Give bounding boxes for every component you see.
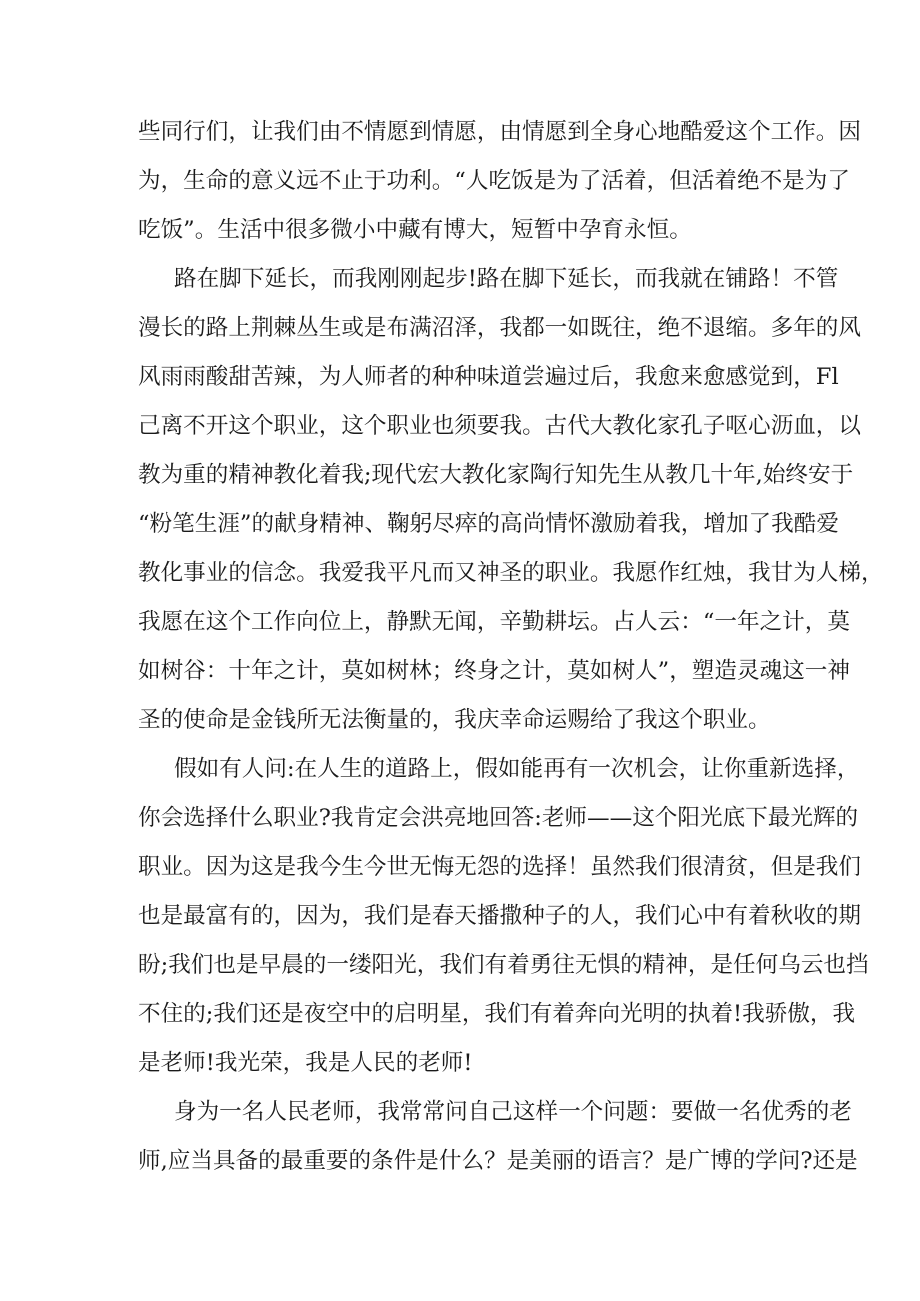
text-line: 为，生命的意义远不止于功利。“人吃饭是为了活着，但活着绝不是为了	[138, 168, 850, 194]
text-line: 也是最富有的，因为，我们是春天播撒种子的人，我们心中有着秋收的期	[138, 903, 861, 929]
text-line: 师,应当具备的最重要的条件是什么？是美丽的语言？是广博的学问?还是	[138, 1148, 858, 1174]
text-line: 不住的;我们还是夜空中的启明星，我们有着奔向光明的执着!我骄傲，我	[138, 1001, 856, 1027]
text-line: 职业。因为这是我今生今世无悔无怨的选择！虽然我们很清贫，但是我们	[138, 854, 861, 880]
text-line: 你会选择什么职业?我肯定会洪亮地回答:老师——这个阳光底下最光辉的	[138, 805, 859, 831]
text-line: 教化事业的信念。我爱我平凡而又神圣的职业。我愿作红烛，我甘为人梯，	[138, 560, 884, 586]
text-line: 漫长的路上荆棘丛生或是布满沼泽，我都一如既往，绝不退缩。多年的风	[138, 315, 861, 341]
text-line: 些同行们，让我们由不情愿到情愿，由情愿到全身心地酷爱这个工作。因	[138, 119, 861, 145]
text-line: 身为一名人民老师，我常常问自己这样一个问题：要做一名优秀的老	[174, 1099, 852, 1125]
text-line: “粉笔生涯”的献身精神、鞠躬尽瘁的高尚情怀激励着我，增加了我酷爱	[138, 511, 839, 537]
text-line: 风雨雨酸甜苦辣，为人师者的种种味道尝遍过后，我愈来愈感觉到，Fl	[138, 364, 839, 390]
text-line: 盼;我们也是早晨的一缕阳光，我们有着勇往无惧的精神，是任何乌云也挡	[138, 952, 869, 978]
text-line: 路在脚下延长，而我刚刚起步!路在脚下延长，而我就在铺路！不管	[174, 266, 839, 292]
text-line: 圣的使命是金钱所无法衡量的，我庆幸命运赐给了我这个职业。	[138, 707, 771, 733]
text-line: 假如有人问:在人生的道路上，假如能再有一次机会，让你重新选择，	[174, 756, 860, 782]
text-line: 是老师!我光荣，我是人民的老师!	[138, 1050, 473, 1076]
text-line: 如树谷：十年之计，莫如树林；终身之计，莫如树人”，塑造灵魂这一神	[138, 658, 850, 684]
text-line: 吃饭”。生活中很多微小中藏有博大，短暂中孕育永恒。	[138, 217, 692, 243]
text-line: 我愿在这个工作向位上，静默无闻，辛勤耕坛。占人云：“一年之计，莫	[138, 609, 850, 635]
text-line: 己离不开这个职业，这个职业也须要我。古代大教化家孔子呕心沥血，以	[138, 413, 861, 439]
text-line: 教为重的精神教化着我;现代宏大教化家陶行知先生从教几十年,始终安于	[138, 462, 854, 488]
